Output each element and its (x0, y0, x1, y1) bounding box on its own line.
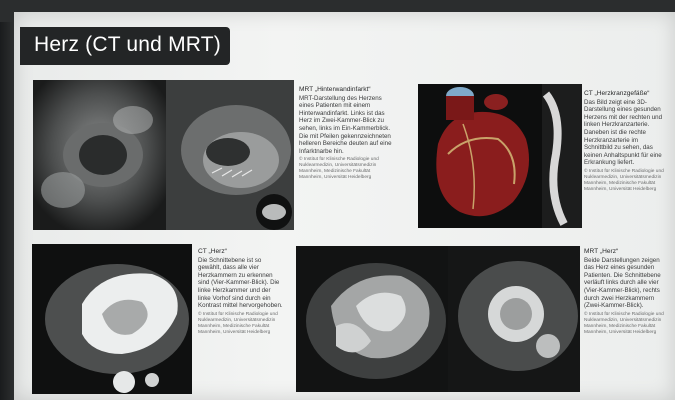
mrt-infarct-image-right (166, 80, 294, 230)
caption-mrt-heart (584, 248, 668, 336)
caption-mrt-heart-body: Beide Darstellungen zeigen das Herz eines gesunden Patienten. Die Schnittebene verläuft links durch alle vier (Vier-Kammer-Blick), rechts durch zwei Herzkammern (Zwei-Kammer-Blick). (584, 256, 661, 310)
caption-mrt-infarct-heading: MRT „Hinterwandinfarkt“ (299, 86, 371, 93)
display-frame-left (0, 22, 14, 400)
mrt-heart-two-chamber-image (448, 246, 580, 392)
mrt-heart-four-chamber-image (296, 246, 448, 392)
caption-ct-coronary (584, 90, 664, 193)
caption-ct-heart (198, 248, 284, 336)
caption-ct-heart-heading: CT „Herz“ (198, 248, 227, 255)
mrt-infarct-image-left (33, 80, 166, 230)
caption-mrt-heart-credit: © Institut für Klinische Radiologie und Nuklearmedizin, Universitätsmedizin Mannheim, Medizinische Fakultät Mannheim, Universität Heidelberg (584, 311, 664, 335)
caption-ct-coronary-body: Das Bild zeigt eine 3D-Darstellung eines gesunden Herzens mit der rechten und linken Herzkranzarterie. Daneben ist die rechte Herzkranzarterie im Schnittbild zu sehen, das keinen Anhaltspunkt für eine Erkrankung liefert. (584, 98, 663, 167)
caption-mrt-infarct-body: MRT-Darstellung des Herzens eines Patienten mit einem Hinterwandinfarkt. Links ist das Herz im Zwei-Kammer-Blick zu sehen, links im Ein-Kammerblick. Die mit Pfeilen gekennzeichneten helleren Bereiche deuten auf eine Infarktnarbe hin. (299, 94, 392, 155)
ct-coronary-3d-image (418, 84, 542, 228)
caption-ct-heart-body: Die Schnittebene ist so gewählt, dass alle vier Herzkammern zu erkennen sind (Vier-Kammer-Blick). Die linke Herzkammer und der linke Vorhof sind durch ein Kontrast mittel hervorgehoben. (198, 256, 283, 310)
caption-ct-coronary-heading: CT „Herzkranzgefäße“ (584, 90, 650, 97)
title-banner (20, 27, 230, 65)
ct-coronary-slice-image (542, 84, 582, 228)
caption-mrt-heart-heading: MRT „Herz“ (584, 248, 619, 255)
ct-heart-four-chamber-image (32, 244, 192, 394)
caption-ct-heart-credit: © Institut für Klinische Radiologie und Nuklearmedizin, Universitätsmedizin Mannheim, Medizinische Fakultät Mannheim, Universität Heidelberg (198, 311, 278, 335)
caption-ct-coronary-credit: © Institut für Klinische Radiologie und Nuklearmedizin, Universitätsmedizin Mannheim, Medizinische Fakultät Mannheim, Universität Heidelberg (584, 168, 664, 192)
page-title: Herz (CT und MRT) (34, 33, 221, 56)
caption-mrt-infarct-credit: © Institut für Klinische Radiologie und Nuklearmedizin, Universitätsmedizin Mannheim, Medizinische Fakultät Mannheim, Universität Heidelberg (299, 157, 379, 181)
caption-mrt-infarct (299, 86, 395, 181)
